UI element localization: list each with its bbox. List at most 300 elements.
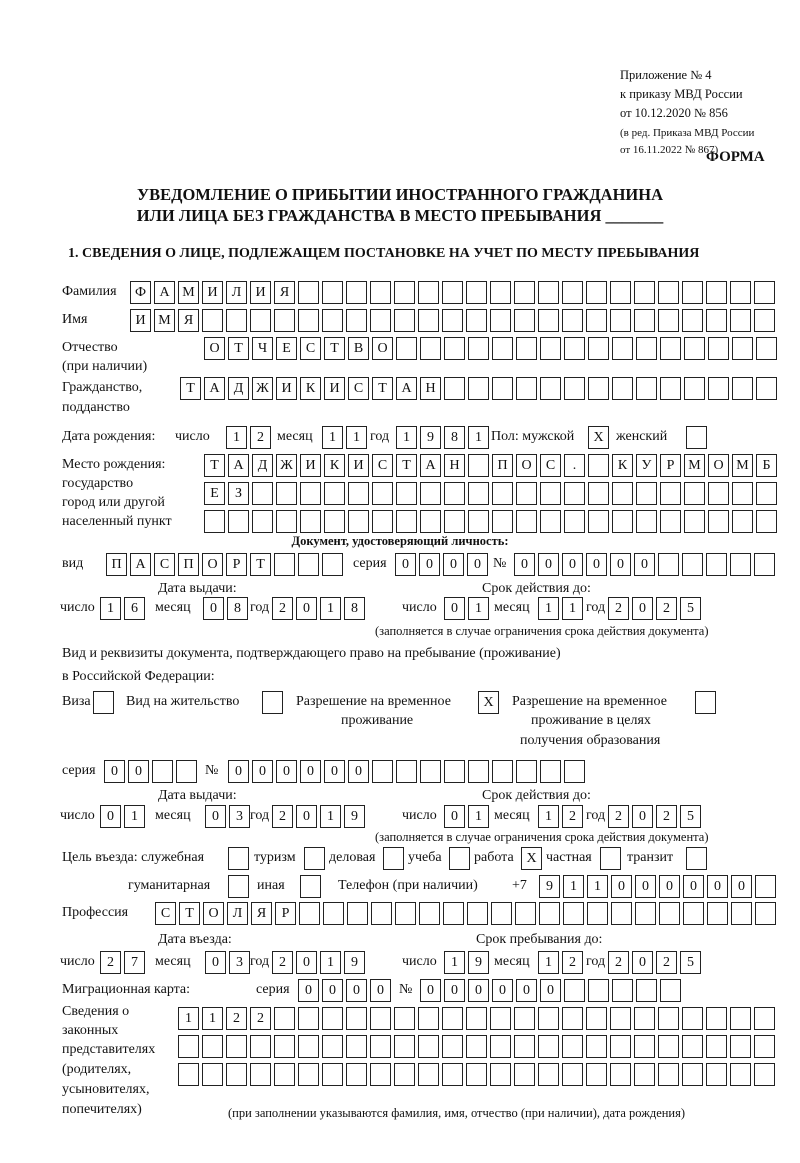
char-cell[interactable]: М xyxy=(178,281,199,304)
char-cell[interactable]: 1 xyxy=(322,426,343,449)
char-cell[interactable] xyxy=(468,760,489,783)
char-cell[interactable]: И xyxy=(130,309,151,332)
stay-valid-day-boxes[interactable] xyxy=(444,805,492,828)
char-cell[interactable]: 2 xyxy=(272,805,293,828)
char-cell[interactable]: К xyxy=(300,377,321,400)
char-cell[interactable] xyxy=(588,377,609,400)
char-cell[interactable]: Д xyxy=(228,377,249,400)
char-cell[interactable] xyxy=(396,760,417,783)
reps-boxes-1[interactable] xyxy=(178,1007,778,1030)
char-cell[interactable] xyxy=(324,510,345,533)
id-valid-year-boxes[interactable] xyxy=(608,597,704,620)
char-cell[interactable] xyxy=(708,482,729,505)
char-cell[interactable]: 1 xyxy=(538,951,559,974)
char-cell[interactable] xyxy=(444,760,465,783)
char-cell[interactable] xyxy=(756,510,777,533)
char-cell[interactable]: 9 xyxy=(539,875,560,898)
birthplace-boxes-2[interactable] xyxy=(204,482,780,505)
char-cell[interactable] xyxy=(588,510,609,533)
char-cell[interactable]: Т xyxy=(324,337,345,360)
char-cell[interactable]: С xyxy=(154,553,175,576)
char-cell[interactable] xyxy=(178,1063,199,1086)
char-cell[interactable]: 0 xyxy=(346,979,367,1002)
char-cell[interactable] xyxy=(492,760,513,783)
char-cell[interactable]: 0 xyxy=(492,979,513,1002)
char-cell[interactable] xyxy=(490,309,511,332)
char-cell[interactable] xyxy=(588,454,609,477)
char-cell[interactable] xyxy=(586,1007,607,1030)
char-cell[interactable] xyxy=(468,454,489,477)
char-cell[interactable] xyxy=(298,1035,319,1058)
char-cell[interactable] xyxy=(514,281,535,304)
char-cell[interactable]: 0 xyxy=(228,760,249,783)
char-cell[interactable]: В xyxy=(348,337,369,360)
char-cell[interactable] xyxy=(492,377,513,400)
char-cell[interactable]: 0 xyxy=(203,597,224,620)
char-cell[interactable] xyxy=(395,902,416,925)
char-cell[interactable]: 0 xyxy=(635,875,656,898)
char-cell[interactable]: 2 xyxy=(250,1007,271,1030)
char-cell[interactable] xyxy=(226,1063,247,1086)
char-cell[interactable] xyxy=(706,1063,727,1086)
char-cell[interactable] xyxy=(370,1035,391,1058)
char-cell[interactable] xyxy=(298,309,319,332)
char-cell[interactable] xyxy=(346,1035,367,1058)
char-cell[interactable]: О xyxy=(708,454,729,477)
char-cell[interactable] xyxy=(322,1007,343,1030)
char-cell[interactable] xyxy=(636,482,657,505)
char-cell[interactable]: 2 xyxy=(226,1007,247,1030)
char-cell[interactable] xyxy=(538,1035,559,1058)
char-cell[interactable] xyxy=(564,482,585,505)
id-kind-boxes[interactable] xyxy=(106,553,346,576)
char-cell[interactable] xyxy=(660,482,681,505)
char-cell[interactable] xyxy=(492,510,513,533)
char-cell[interactable] xyxy=(514,1007,535,1030)
char-cell[interactable]: 6 xyxy=(124,597,145,620)
char-cell[interactable] xyxy=(490,281,511,304)
char-cell[interactable] xyxy=(540,337,561,360)
char-cell[interactable]: 0 xyxy=(632,951,653,974)
char-cell[interactable] xyxy=(586,1063,607,1086)
char-cell[interactable]: 1 xyxy=(124,805,145,828)
char-cell[interactable] xyxy=(682,1007,703,1030)
char-cell[interactable]: 0 xyxy=(634,553,655,576)
entry-day-boxes[interactable] xyxy=(100,951,148,974)
char-cell[interactable]: 2 xyxy=(100,951,121,974)
char-cell[interactable] xyxy=(610,1007,631,1030)
char-cell[interactable] xyxy=(202,1035,223,1058)
char-cell[interactable] xyxy=(754,1035,775,1058)
id-issue-day-boxes[interactable] xyxy=(100,597,148,620)
char-cell[interactable]: Н xyxy=(444,454,465,477)
char-cell[interactable]: И xyxy=(300,454,321,477)
char-cell[interactable] xyxy=(322,1035,343,1058)
char-cell[interactable] xyxy=(755,902,776,925)
name-boxes[interactable] xyxy=(130,309,778,332)
id-valid-month-boxes[interactable] xyxy=(538,597,586,620)
char-cell[interactable]: Н xyxy=(420,377,441,400)
char-cell[interactable]: 1 xyxy=(202,1007,223,1030)
char-cell[interactable] xyxy=(635,902,656,925)
char-cell[interactable]: 7 xyxy=(124,951,145,974)
char-cell[interactable] xyxy=(490,1007,511,1030)
char-cell[interactable]: Т xyxy=(179,902,200,925)
char-cell[interactable] xyxy=(396,482,417,505)
char-cell[interactable]: 1 xyxy=(178,1007,199,1030)
char-cell[interactable]: 2 xyxy=(656,597,677,620)
char-cell[interactable] xyxy=(300,510,321,533)
char-cell[interactable]: Я xyxy=(274,281,295,304)
char-cell[interactable]: 2 xyxy=(562,951,583,974)
purpose-humanitarian-checkbox[interactable] xyxy=(228,875,252,898)
char-cell[interactable] xyxy=(276,482,297,505)
char-cell[interactable] xyxy=(346,1007,367,1030)
char-cell[interactable]: 3 xyxy=(229,951,250,974)
entry-year-boxes[interactable] xyxy=(272,951,368,974)
stay-issue-year-boxes[interactable] xyxy=(272,805,368,828)
char-cell[interactable]: А xyxy=(204,377,225,400)
char-cell[interactable] xyxy=(730,1063,751,1086)
char-cell[interactable] xyxy=(660,337,681,360)
char-cell[interactable] xyxy=(708,510,729,533)
purpose-service-checkbox[interactable] xyxy=(228,847,252,870)
char-cell[interactable] xyxy=(348,510,369,533)
stay-number-boxes[interactable] xyxy=(228,760,588,783)
char-cell[interactable] xyxy=(178,1035,199,1058)
char-cell[interactable]: 8 xyxy=(344,597,365,620)
char-cell[interactable] xyxy=(442,1035,463,1058)
char-cell[interactable] xyxy=(634,1035,655,1058)
char-cell[interactable]: 2 xyxy=(656,951,677,974)
char-cell[interactable] xyxy=(612,510,633,533)
checkbox-cell[interactable]: X xyxy=(588,426,609,449)
char-cell[interactable] xyxy=(250,1063,271,1086)
char-cell[interactable] xyxy=(300,482,321,505)
char-cell[interactable]: 9 xyxy=(344,951,365,974)
char-cell[interactable]: 1 xyxy=(320,597,341,620)
birthplace-boxes-3[interactable] xyxy=(204,510,780,533)
checkbox-cell[interactable]: X xyxy=(478,691,499,714)
char-cell[interactable]: 0 xyxy=(348,760,369,783)
reps-boxes-3[interactable] xyxy=(178,1063,778,1086)
char-cell[interactable] xyxy=(490,1035,511,1058)
char-cell[interactable] xyxy=(756,337,777,360)
char-cell[interactable]: 0 xyxy=(659,875,680,898)
char-cell[interactable] xyxy=(586,1035,607,1058)
char-cell[interactable] xyxy=(468,482,489,505)
char-cell[interactable] xyxy=(516,482,537,505)
char-cell[interactable]: А xyxy=(396,377,417,400)
reps-boxes-2[interactable] xyxy=(178,1035,778,1058)
char-cell[interactable] xyxy=(658,309,679,332)
checkbox-cell[interactable] xyxy=(228,875,249,898)
char-cell[interactable] xyxy=(490,1063,511,1086)
char-cell[interactable] xyxy=(634,309,655,332)
char-cell[interactable]: 8 xyxy=(227,597,248,620)
char-cell[interactable]: 0 xyxy=(324,760,345,783)
char-cell[interactable] xyxy=(322,553,343,576)
char-cell[interactable]: О xyxy=(203,902,224,925)
char-cell[interactable] xyxy=(634,281,655,304)
char-cell[interactable]: П xyxy=(492,454,513,477)
char-cell[interactable]: Ж xyxy=(252,377,273,400)
char-cell[interactable]: М xyxy=(732,454,753,477)
char-cell[interactable] xyxy=(588,979,609,1002)
char-cell[interactable]: 0 xyxy=(104,760,125,783)
char-cell[interactable] xyxy=(730,281,751,304)
char-cell[interactable] xyxy=(610,1063,631,1086)
id-issue-year-boxes[interactable] xyxy=(272,597,368,620)
char-cell[interactable] xyxy=(612,979,633,1002)
char-cell[interactable] xyxy=(492,337,513,360)
char-cell[interactable] xyxy=(564,510,585,533)
checkbox-cell[interactable] xyxy=(262,691,283,714)
char-cell[interactable] xyxy=(563,902,584,925)
char-cell[interactable] xyxy=(755,875,776,898)
char-cell[interactable] xyxy=(442,281,463,304)
char-cell[interactable] xyxy=(468,510,489,533)
char-cell[interactable]: 0 xyxy=(707,875,728,898)
checkbox-cell[interactable] xyxy=(304,847,325,870)
purpose-transit-checkbox[interactable] xyxy=(686,847,710,870)
char-cell[interactable]: 1 xyxy=(538,597,559,620)
char-cell[interactable]: 0 xyxy=(538,553,559,576)
char-cell[interactable]: 2 xyxy=(656,805,677,828)
char-cell[interactable] xyxy=(610,1035,631,1058)
char-cell[interactable]: О xyxy=(372,337,393,360)
char-cell[interactable]: 9 xyxy=(344,805,365,828)
char-cell[interactable] xyxy=(348,482,369,505)
char-cell[interactable]: 2 xyxy=(608,805,629,828)
char-cell[interactable]: И xyxy=(348,454,369,477)
char-cell[interactable] xyxy=(754,1063,775,1086)
profession-boxes[interactable] xyxy=(155,902,779,925)
char-cell[interactable] xyxy=(298,553,319,576)
char-cell[interactable]: Б xyxy=(756,454,777,477)
char-cell[interactable]: 5 xyxy=(680,951,701,974)
stay-until-month-boxes[interactable] xyxy=(538,951,586,974)
char-cell[interactable] xyxy=(444,377,465,400)
char-cell[interactable] xyxy=(658,281,679,304)
char-cell[interactable]: 0 xyxy=(516,979,537,1002)
char-cell[interactable] xyxy=(418,281,439,304)
char-cell[interactable]: 1 xyxy=(226,426,247,449)
char-cell[interactable]: 1 xyxy=(468,597,489,620)
char-cell[interactable] xyxy=(730,309,751,332)
char-cell[interactable]: 0 xyxy=(586,553,607,576)
char-cell[interactable] xyxy=(420,510,441,533)
char-cell[interactable] xyxy=(346,1063,367,1086)
char-cell[interactable] xyxy=(202,1063,223,1086)
char-cell[interactable]: И xyxy=(202,281,223,304)
char-cell[interactable] xyxy=(706,1035,727,1058)
char-cell[interactable] xyxy=(659,902,680,925)
birth-day-boxes[interactable] xyxy=(226,426,274,449)
char-cell[interactable] xyxy=(252,510,273,533)
char-cell[interactable]: К xyxy=(324,454,345,477)
char-cell[interactable]: 0 xyxy=(298,979,319,1002)
char-cell[interactable]: О xyxy=(516,454,537,477)
char-cell[interactable] xyxy=(562,1035,583,1058)
char-cell[interactable] xyxy=(756,482,777,505)
char-cell[interactable] xyxy=(322,309,343,332)
char-cell[interactable]: 0 xyxy=(731,875,752,898)
char-cell[interactable]: 8 xyxy=(444,426,465,449)
char-cell[interactable] xyxy=(322,281,343,304)
char-cell[interactable] xyxy=(562,1063,583,1086)
char-cell[interactable]: 0 xyxy=(610,553,631,576)
char-cell[interactable] xyxy=(372,510,393,533)
char-cell[interactable]: . xyxy=(564,454,585,477)
char-cell[interactable] xyxy=(466,1063,487,1086)
char-cell[interactable] xyxy=(274,1063,295,1086)
char-cell[interactable] xyxy=(658,1035,679,1058)
char-cell[interactable] xyxy=(754,553,775,576)
char-cell[interactable] xyxy=(444,337,465,360)
char-cell[interactable]: А xyxy=(154,281,175,304)
checkbox-cell[interactable] xyxy=(228,847,249,870)
char-cell[interactable] xyxy=(202,309,223,332)
char-cell[interactable]: 0 xyxy=(514,553,535,576)
migration-series-boxes[interactable] xyxy=(298,979,394,1002)
entry-month-boxes[interactable] xyxy=(205,951,253,974)
char-cell[interactable] xyxy=(564,760,585,783)
char-cell[interactable] xyxy=(730,1035,751,1058)
char-cell[interactable] xyxy=(682,553,703,576)
stay-until-year-boxes[interactable] xyxy=(608,951,704,974)
char-cell[interactable] xyxy=(660,510,681,533)
char-cell[interactable] xyxy=(634,1063,655,1086)
char-cell[interactable] xyxy=(298,1007,319,1030)
checkbox-cell[interactable] xyxy=(686,847,707,870)
char-cell[interactable] xyxy=(538,1063,559,1086)
char-cell[interactable]: 0 xyxy=(205,805,226,828)
char-cell[interactable] xyxy=(176,760,197,783)
char-cell[interactable] xyxy=(468,337,489,360)
char-cell[interactable] xyxy=(756,377,777,400)
char-cell[interactable] xyxy=(299,902,320,925)
char-cell[interactable] xyxy=(636,979,657,1002)
char-cell[interactable]: С xyxy=(540,454,561,477)
char-cell[interactable] xyxy=(252,482,273,505)
char-cell[interactable]: Т xyxy=(204,454,225,477)
char-cell[interactable]: 0 xyxy=(468,979,489,1002)
char-cell[interactable]: Я xyxy=(178,309,199,332)
purpose-tourism-checkbox[interactable] xyxy=(304,847,328,870)
char-cell[interactable]: 0 xyxy=(444,805,465,828)
char-cell[interactable] xyxy=(540,760,561,783)
char-cell[interactable]: Т xyxy=(396,454,417,477)
char-cell[interactable] xyxy=(610,309,631,332)
purpose-work-checkbox[interactable] xyxy=(521,847,545,870)
checkbox-cell[interactable] xyxy=(695,691,716,714)
char-cell[interactable] xyxy=(442,1007,463,1030)
purpose-private-checkbox[interactable] xyxy=(600,847,624,870)
char-cell[interactable] xyxy=(370,1007,391,1030)
char-cell[interactable]: 0 xyxy=(370,979,391,1002)
char-cell[interactable] xyxy=(732,337,753,360)
char-cell[interactable] xyxy=(564,979,585,1002)
char-cell[interactable]: 0 xyxy=(252,760,273,783)
char-cell[interactable] xyxy=(754,1007,775,1030)
char-cell[interactable]: Е xyxy=(204,482,225,505)
char-cell[interactable] xyxy=(274,1007,295,1030)
char-cell[interactable] xyxy=(708,377,729,400)
char-cell[interactable]: 1 xyxy=(444,951,465,974)
char-cell[interactable] xyxy=(346,309,367,332)
char-cell[interactable]: У xyxy=(636,454,657,477)
char-cell[interactable]: М xyxy=(154,309,175,332)
phone-boxes[interactable] xyxy=(539,875,779,898)
char-cell[interactable]: К xyxy=(612,454,633,477)
temp-residence-edu-checkbox[interactable] xyxy=(695,691,719,714)
char-cell[interactable] xyxy=(370,309,391,332)
char-cell[interactable]: 0 xyxy=(276,760,297,783)
char-cell[interactable] xyxy=(636,377,657,400)
char-cell[interactable] xyxy=(204,510,225,533)
char-cell[interactable]: 2 xyxy=(272,951,293,974)
sex-female-checkbox[interactable] xyxy=(686,426,710,449)
char-cell[interactable] xyxy=(396,510,417,533)
stay-valid-year-boxes[interactable] xyxy=(608,805,704,828)
char-cell[interactable]: 0 xyxy=(296,597,317,620)
char-cell[interactable] xyxy=(706,1007,727,1030)
char-cell[interactable] xyxy=(418,309,439,332)
residence-permit-checkbox[interactable] xyxy=(262,691,286,714)
char-cell[interactable]: 0 xyxy=(419,553,440,576)
char-cell[interactable] xyxy=(707,902,728,925)
char-cell[interactable] xyxy=(418,1063,439,1086)
char-cell[interactable]: Р xyxy=(275,902,296,925)
char-cell[interactable] xyxy=(491,902,512,925)
char-cell[interactable] xyxy=(538,281,559,304)
char-cell[interactable]: 0 xyxy=(322,979,343,1002)
char-cell[interactable] xyxy=(706,309,727,332)
char-cell[interactable] xyxy=(754,309,775,332)
char-cell[interactable] xyxy=(515,902,536,925)
checkbox-cell[interactable] xyxy=(686,426,707,449)
char-cell[interactable]: С xyxy=(300,337,321,360)
char-cell[interactable] xyxy=(276,510,297,533)
char-cell[interactable]: 0 xyxy=(444,597,465,620)
char-cell[interactable] xyxy=(540,377,561,400)
char-cell[interactable]: О xyxy=(202,553,223,576)
char-cell[interactable] xyxy=(538,309,559,332)
char-cell[interactable]: 1 xyxy=(538,805,559,828)
char-cell[interactable]: Р xyxy=(660,454,681,477)
char-cell[interactable]: И xyxy=(276,377,297,400)
char-cell[interactable]: П xyxy=(178,553,199,576)
char-cell[interactable]: 0 xyxy=(205,951,226,974)
char-cell[interactable] xyxy=(466,1007,487,1030)
char-cell[interactable] xyxy=(730,553,751,576)
char-cell[interactable] xyxy=(442,309,463,332)
char-cell[interactable] xyxy=(562,309,583,332)
char-cell[interactable] xyxy=(516,760,537,783)
char-cell[interactable] xyxy=(226,309,247,332)
purpose-business-checkbox[interactable] xyxy=(383,847,407,870)
char-cell[interactable] xyxy=(516,377,537,400)
char-cell[interactable]: 1 xyxy=(320,951,341,974)
char-cell[interactable] xyxy=(706,553,727,576)
char-cell[interactable] xyxy=(684,510,705,533)
char-cell[interactable] xyxy=(324,482,345,505)
char-cell[interactable]: 0 xyxy=(296,805,317,828)
char-cell[interactable] xyxy=(323,902,344,925)
char-cell[interactable] xyxy=(731,902,752,925)
char-cell[interactable] xyxy=(514,1035,535,1058)
